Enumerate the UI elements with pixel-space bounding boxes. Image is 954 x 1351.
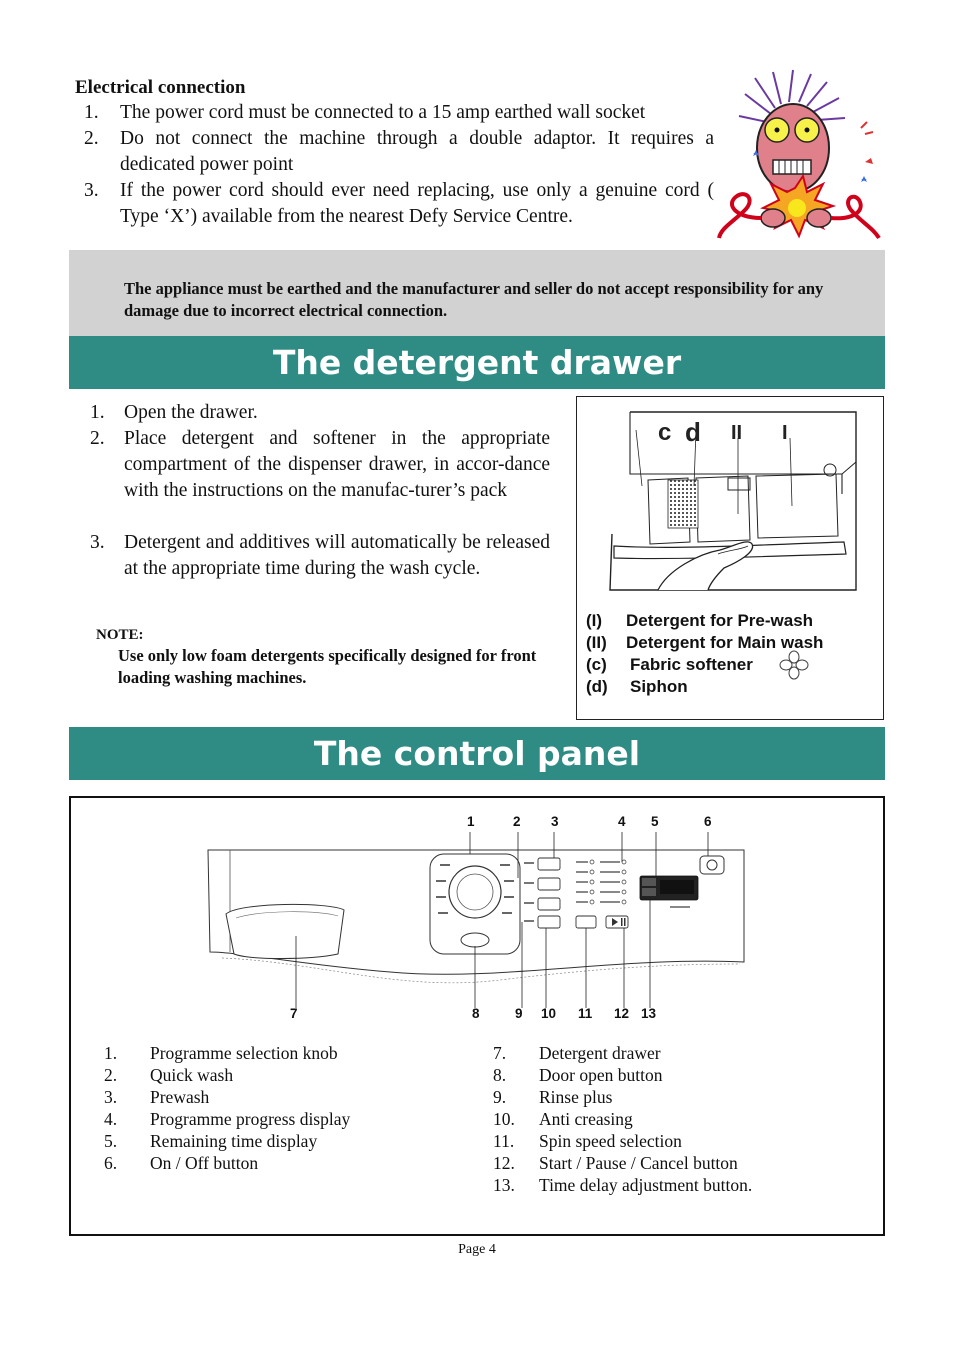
legend-text: Detergent for Pre-wash: [626, 611, 814, 630]
panel-key-item: [104, 1108, 350, 1130]
key-number: 6.: [104, 1153, 118, 1173]
legend-key: (c): [586, 655, 607, 674]
drawer-label-c: c: [658, 419, 672, 446]
drawer-label-I: I: [782, 422, 788, 444]
panel-key-item: [493, 1108, 633, 1130]
item-number: 1.: [84, 102, 99, 123]
key-number: 10.: [493, 1109, 515, 1129]
panel-key-item: [493, 1086, 612, 1108]
legend-row-prewash: [586, 611, 813, 631]
item-number: 2.: [84, 128, 99, 149]
callout-number: 8: [472, 1006, 480, 1021]
key-text: Anti creasing: [539, 1109, 633, 1129]
callout-number: 11: [578, 1006, 593, 1021]
key-text: Remaining time display: [150, 1131, 318, 1151]
drawer-label-d: d: [685, 417, 701, 447]
key-number: 12.: [493, 1153, 515, 1173]
callout-number: 5: [651, 814, 659, 829]
callout-number: 10: [541, 1006, 557, 1021]
key-number: 1.: [104, 1043, 118, 1063]
callout-number: 6: [704, 814, 712, 829]
key-number: 5.: [104, 1131, 118, 1151]
legend-text: Fabric softener: [630, 655, 753, 674]
panel-key-item: [104, 1064, 233, 1086]
step-text: Place detergent and softener in the appropriate compartment of the dispenser drawer, in accor-dance with the instructions on the manufac-turer’s pack: [124, 428, 550, 501]
key-text: Programme selection knob: [150, 1043, 338, 1063]
key-text: Detergent drawer: [539, 1043, 661, 1063]
key-number: 7.: [493, 1043, 507, 1063]
key-text: On / Off button: [150, 1153, 259, 1173]
legend-text: Siphon: [630, 677, 688, 696]
detergent-step-2: [90, 426, 550, 530]
electrical-heading: Electrical connection: [75, 77, 246, 98]
key-text: Time delay adjustment button.: [539, 1175, 753, 1195]
key-number: 4.: [104, 1109, 118, 1129]
detergent-drawer-heading: The detergent drawer: [69, 336, 885, 389]
note-label: NOTE:: [96, 627, 144, 643]
callout-number: 7: [290, 1006, 298, 1021]
electrical-item-2: [84, 126, 714, 178]
earthing-warning-box: [69, 250, 885, 336]
key-number: 2.: [104, 1065, 118, 1085]
key-text: Spin speed selection: [539, 1131, 682, 1151]
legend-row-softener: [586, 655, 753, 675]
note-text: Use only low foam detergents specifically designed for front loading washing machines.: [118, 646, 537, 687]
key-text: Prewash: [150, 1087, 210, 1107]
legend-key: (I): [586, 611, 603, 630]
item-number: 3.: [84, 180, 99, 201]
legend-key: (d): [586, 677, 608, 696]
callout-number: 4: [618, 814, 626, 829]
panel-key-item: [104, 1042, 338, 1064]
detergent-step-1: [90, 400, 550, 426]
item-text: If the power cord should ever need replacing, use only a genuine cord ( Type ‘X’) available from the nearest Defy Service Centre.: [120, 180, 714, 227]
electrical-item-1: [84, 100, 714, 126]
panel-key-item: [493, 1130, 682, 1152]
key-number: 9.: [493, 1087, 507, 1107]
step-text: Open the drawer.: [124, 402, 258, 423]
step-number: 1.: [90, 402, 105, 423]
electric-shock-cartoon-illustration: [715, 68, 887, 246]
panel-key-item: [104, 1152, 258, 1174]
panel-key-item: [493, 1042, 661, 1064]
callout-number: 9: [515, 1006, 523, 1021]
legend-text: Detergent for Main wash: [626, 633, 824, 652]
key-number: 11.: [493, 1131, 515, 1151]
key-text: Door open button: [539, 1065, 663, 1085]
page-number: Page 4: [458, 1242, 496, 1257]
panel-key-item: [493, 1064, 662, 1086]
key-text: Programme progress display: [150, 1109, 351, 1129]
callout-number: 1: [467, 814, 475, 829]
item-text: The power cord must be connected to a 15 amp earthed wall socket: [120, 102, 646, 123]
legend-key: (II): [586, 633, 607, 652]
earthing-warning-text: The appliance must be earthed and the manufacturer and seller do not accept responsibility for any damage due to incorrect electrical connection.: [124, 279, 824, 320]
key-text: Quick wash: [150, 1065, 234, 1085]
panel-key-item: [104, 1086, 209, 1108]
key-number: 13.: [493, 1175, 515, 1195]
step-number: 2.: [90, 428, 105, 449]
key-text: Rinse plus: [539, 1087, 613, 1107]
callout-number: 13: [641, 1006, 657, 1021]
key-text: Start / Pause / Cancel button: [539, 1153, 738, 1173]
legend-row-siphon: [586, 677, 688, 697]
flower-softener-icon: [778, 650, 810, 680]
control-panel-heading: The control panel: [69, 727, 885, 780]
callout-number: 12: [614, 1006, 630, 1021]
callout-number: 3: [551, 814, 559, 829]
drawer-label-II: II: [731, 422, 743, 444]
step-text: Detergent and additives will automatically be released at the appropriate time during the wash cycle.: [124, 532, 550, 579]
detergent-drawer-illustration: [598, 404, 862, 596]
key-number: 8.: [493, 1065, 507, 1085]
item-text: Do not connect the machine through a double adaptor. It requires a dedicated power point: [120, 128, 714, 175]
callout-number: 2: [513, 814, 521, 829]
control-panel-illustration: [200, 832, 752, 1010]
detergent-step-3: [90, 530, 550, 608]
panel-key-item: [493, 1152, 738, 1174]
panel-key-item: [104, 1130, 317, 1152]
key-number: 3.: [104, 1087, 118, 1107]
electrical-item-3: [84, 178, 714, 230]
panel-key-item: [493, 1174, 752, 1196]
step-number: 3.: [90, 532, 105, 553]
